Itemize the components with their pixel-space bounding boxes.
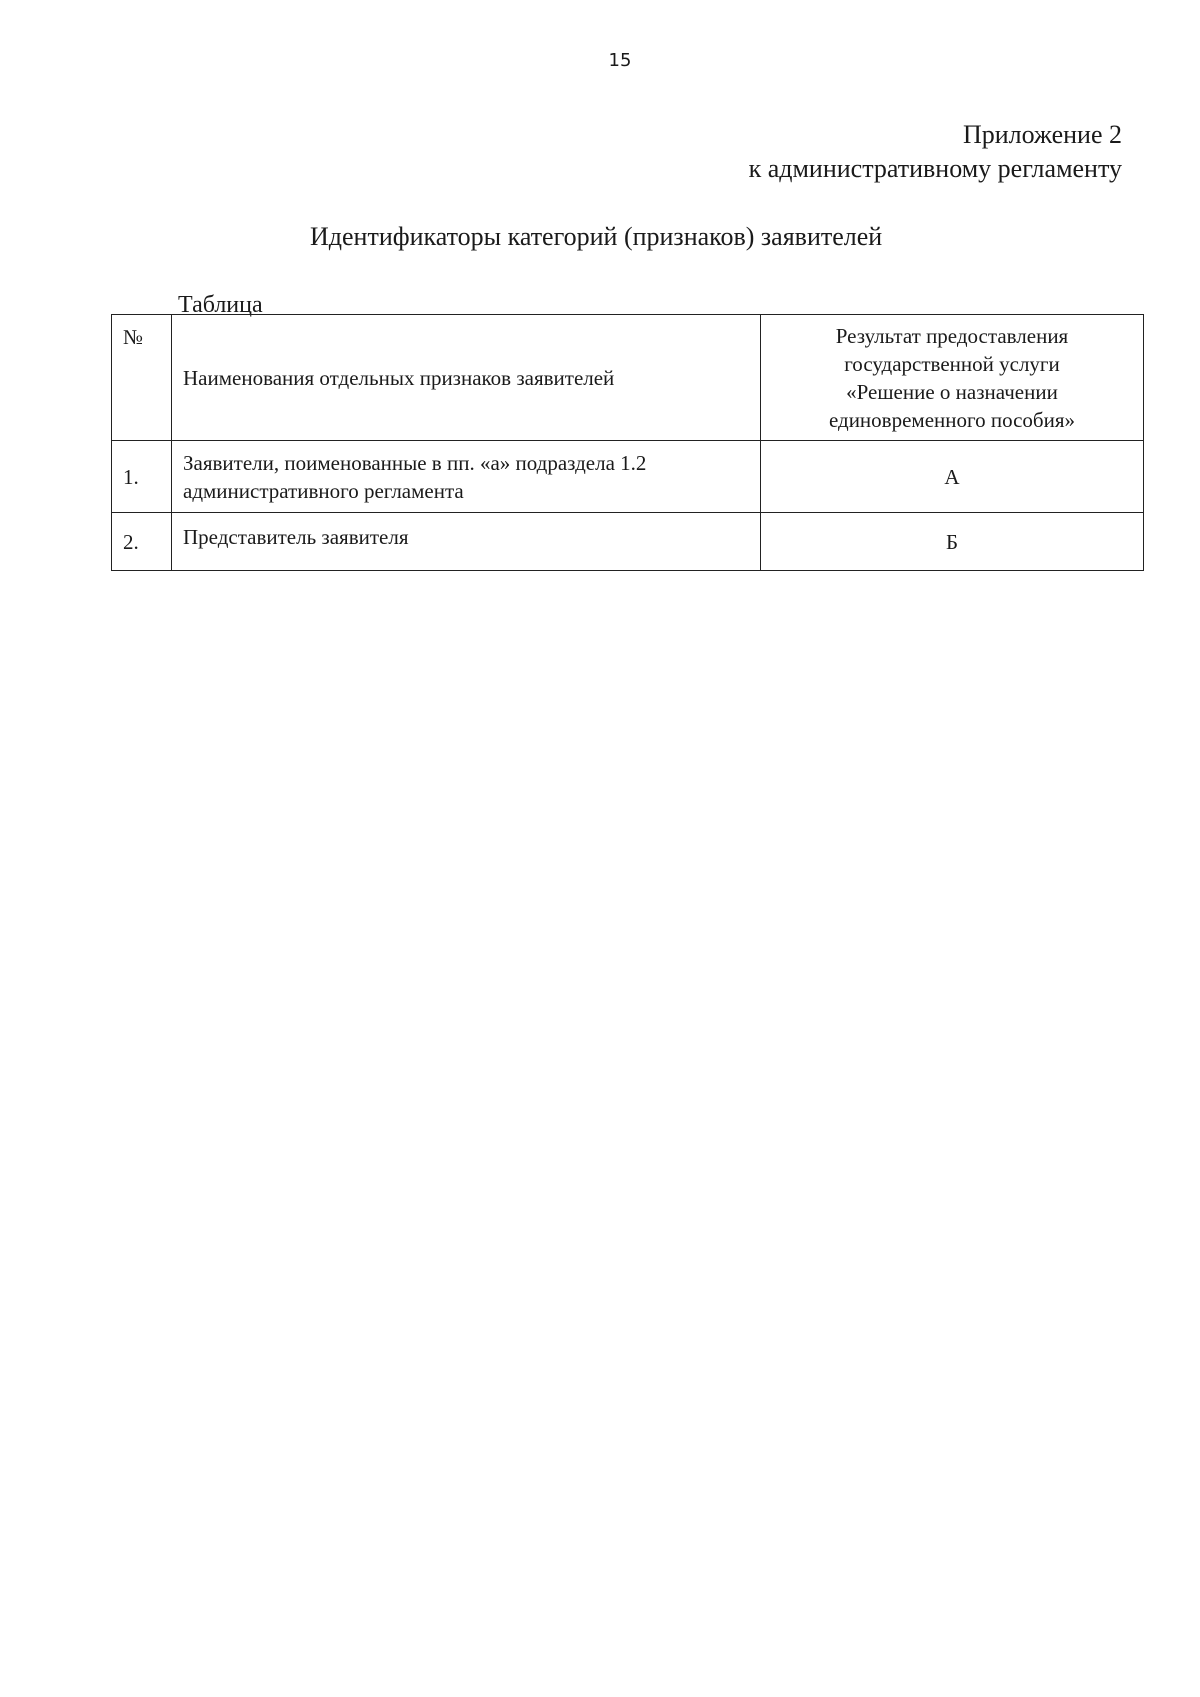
row-number: 1. (112, 441, 172, 513)
header-result-line: «Решение о назначении (846, 379, 1058, 404)
header-result (761, 315, 1144, 441)
appendix-header (749, 118, 1122, 186)
table-header-row (112, 315, 1144, 441)
page-number: 15 (608, 50, 632, 71)
header-result-line: единовременного пособия» (828, 407, 1076, 432)
row-result: А (761, 441, 1144, 513)
table-caption: Таблица (178, 292, 263, 318)
header-result-line: Результат предоставления (835, 323, 1069, 348)
applicant-categories-table (111, 314, 1144, 571)
row-number: 2. (112, 513, 172, 571)
row-name (172, 441, 761, 513)
row-name-line: Заявители, поименованные в пп. «а» подраздела 1.2 (183, 450, 647, 475)
header-number: № (112, 315, 172, 441)
header-name: Наименования отдельных признаков заявителей (172, 315, 761, 441)
row-name (172, 513, 761, 571)
header-result-line: государственной услуги (844, 351, 1060, 376)
table-row (112, 441, 1144, 513)
table-row (112, 513, 1144, 571)
appendix-line-2: к административному регламенту (748, 154, 1122, 183)
row-name-line: Представитель заявителя (183, 525, 409, 549)
row-name-line: административного регламента (183, 478, 464, 503)
appendix-line-1: Приложение 2 (962, 120, 1122, 149)
row-result: Б (761, 513, 1144, 571)
document-title: Идентификаторы категорий (признаков) заявителей (310, 222, 883, 251)
